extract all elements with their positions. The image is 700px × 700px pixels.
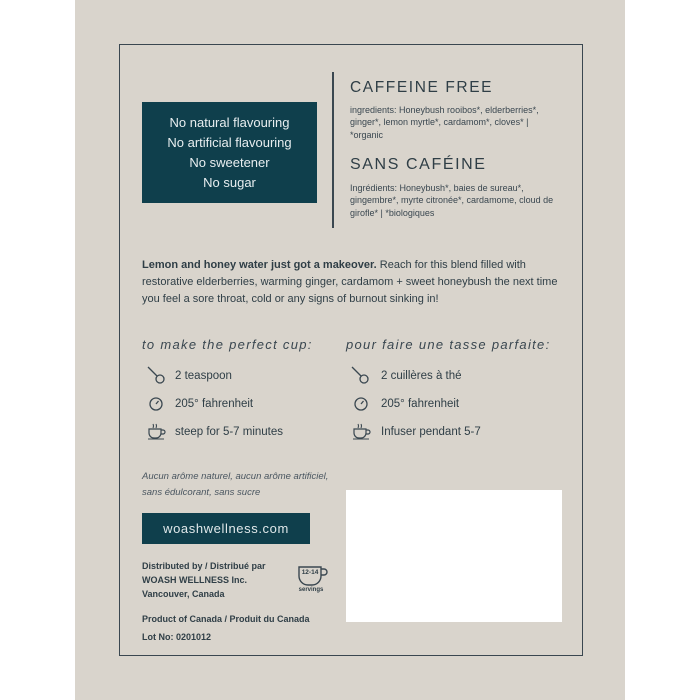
servings-label: servings bbox=[298, 587, 324, 593]
step-en-steep: steep for 5-7 minutes bbox=[175, 426, 284, 438]
callout-line: No artificial flavouring bbox=[167, 134, 292, 150]
callout-line: No sugar bbox=[203, 174, 256, 190]
sans-cafeine-title: SANS CAFÉINE bbox=[350, 156, 487, 173]
french-additives-note: Aucun arôme naturel, aucun arôme artificiel, sans édulcorant, sans sucre bbox=[142, 471, 329, 498]
description-lead: Lemon and honey water just got a makeover. bbox=[142, 259, 377, 271]
cup-icon bbox=[352, 422, 372, 440]
caffeine-free-title: CAFFEINE FREE bbox=[350, 79, 494, 96]
description-body: Reach for this blend filled with restorative elderberries, warming ginger, cardamom + sweet honeybush the next time you feel a sore throat, cold or any signs of burnout sinking in! bbox=[142, 259, 558, 305]
website-link[interactable]: woashwellness.com bbox=[142, 513, 310, 544]
product-origin: Product of Canada / Produit du Canada bbox=[142, 614, 310, 624]
distributor-location: Vancouver, Canada bbox=[142, 589, 225, 599]
callout-line: No natural flavouring bbox=[169, 114, 290, 130]
step-fr-amount: 2 cuillères à thé bbox=[381, 370, 462, 382]
ingredients-en: ingredients: Honeybush rooibos*, elderberries*, ginger*, lemon myrtle*, cardamom*, cloves* | *organic bbox=[350, 105, 539, 140]
cup-icon bbox=[147, 422, 167, 440]
instructions-heading-en: to make the perfect cup: bbox=[142, 337, 313, 352]
ingredients-fr: Ingrédients: Honeybush*, baies de sureau*, gingembre*, myrte citronée*, cardamome, cloud de girofle* | *biologiques bbox=[350, 183, 554, 218]
step-fr-temperature: 205° fahrenheit bbox=[381, 398, 460, 410]
callout-line: No sweetener bbox=[189, 154, 270, 170]
distributor-name: WOASH WELLNESS Inc. bbox=[142, 575, 248, 585]
no-additives-callout bbox=[142, 102, 317, 203]
distributor-line-1: Distributed by / Distribué par bbox=[142, 561, 266, 571]
step-fr-steep: Infuser pendant 5-7 bbox=[381, 426, 481, 438]
product-description bbox=[142, 257, 562, 308]
servings-count: 12-14 bbox=[301, 569, 319, 576]
instructions-heading-fr: pour faire une tasse parfaite: bbox=[346, 337, 551, 352]
step-en-amount: 2 teaspoon bbox=[175, 370, 232, 382]
spoon-icon bbox=[350, 365, 370, 385]
lot-number: Lot No: 0201012 bbox=[142, 632, 212, 642]
spoon-icon bbox=[146, 365, 166, 385]
thermometer-icon bbox=[148, 396, 164, 412]
servings-badge bbox=[296, 563, 328, 595]
vertical-divider bbox=[332, 72, 334, 228]
label-window bbox=[346, 490, 562, 622]
thermometer-icon bbox=[353, 396, 369, 412]
step-en-temperature: 205° fahrenheit bbox=[175, 398, 254, 410]
